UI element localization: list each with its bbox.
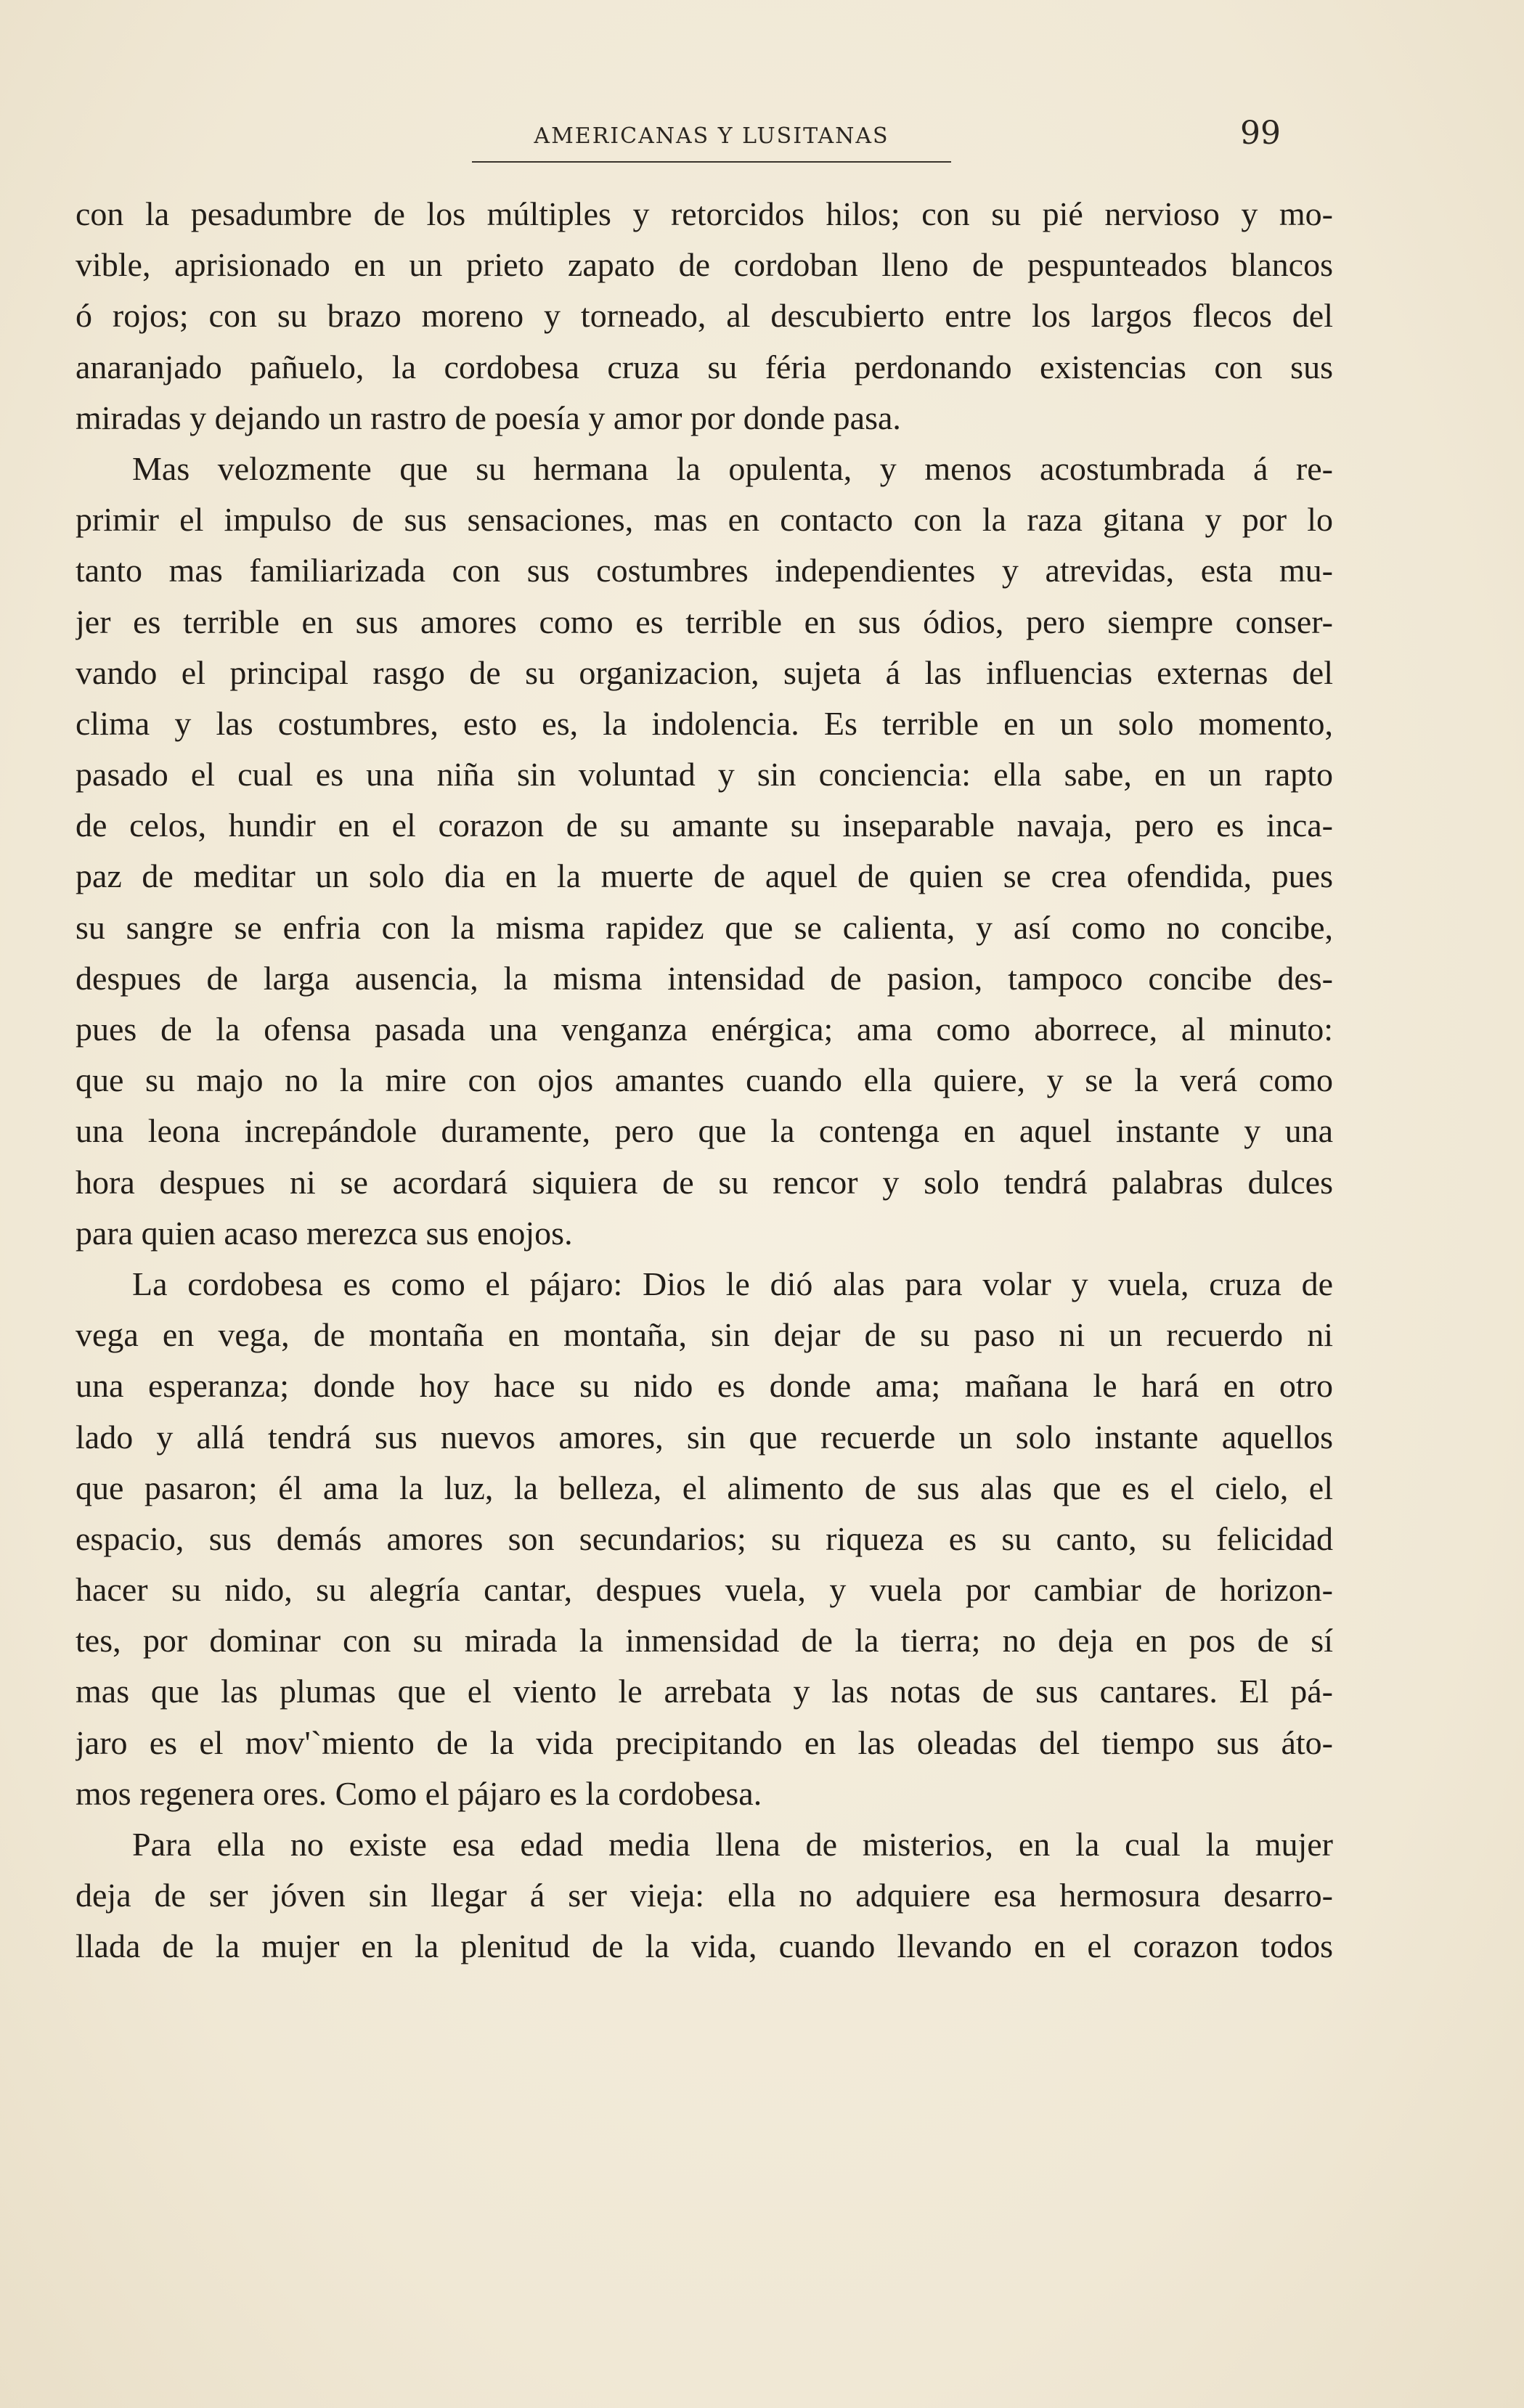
page-number: 99 (1240, 115, 1281, 152)
text-line: pues de la ofensa pasada una venganza enérgica; ama como aborrece, al minuto: (76, 1011, 1333, 1048)
text-line: jer es terrible en sus amores como es terrible en sus ódios, pero siempre conser- (76, 603, 1333, 640)
text-line: paz de meditar un solo dia en la muerte de aquel de quien se crea ofendida, pues (76, 857, 1333, 895)
text-line: ó rojos; con su brazo moreno y torneado, al descubierto entre los largos flecos del (76, 297, 1333, 335)
text-line: una leona increpándole duramente, pero que la contenga en aquel instante y una (76, 1112, 1333, 1150)
paragraph-start-line: Mas velozmente que su hermana la opulenta, y menos acostumbrada á re- (132, 449, 1333, 487)
paragraph-start-line: Para ella no existe esa edad media llena de misterios, en la cual la mujer (132, 1826, 1333, 1863)
text-line: de celos, hundir en el corazon de su amante su inseparable navaja, pero es inca- (76, 807, 1333, 844)
text-line: vible, aprisionado en un prieto zapato de cordoban lleno de pespunteados blancos (76, 246, 1333, 284)
text-line: pasado el cual es una niña sin voluntad y sin conciencia: ella sabe, en un rapto (76, 756, 1333, 793)
text-line: mos regenera ores. Como el pájaro es la cordobesa. (76, 1774, 762, 1812)
text-line: con la pesadumbre de los múltiples y retorcidos hilos; con su pié nervioso y mo- (76, 195, 1333, 232)
text-line: vando el principal rasgo de su organizacion, sujeta á las influencias externas del (76, 653, 1333, 691)
paragraph-start-line: La cordobesa es como el pájaro: Dios le dió alas para volar y vuela, cruza de (132, 1265, 1333, 1302)
text-line: una esperanza; donde hoy hace su nido es donde ama; mañana le hará en otro (76, 1367, 1333, 1405)
text-line: anaranjado pañuelo, la cordobesa cruza su féria perdonando existencias con sus (76, 348, 1333, 385)
text-line: hacer su nido, su alegría cantar, despues vuela, y vuela por cambiar de horizon- (76, 1571, 1333, 1609)
text-line: vega en vega, de montaña en montaña, sin dejar de su paso ni un recuerdo ni (76, 1316, 1333, 1354)
body-text (76, 189, 1333, 1972)
header-rule (472, 161, 951, 163)
text-line: clima y las costumbres, esto es, la indolencia. Es terrible en un solo momento, (76, 704, 1333, 742)
text-line: tes, por dominar con su mirada la inmensidad de la tierra; no deja en pos de sí (76, 1622, 1333, 1660)
running-head: AMERICANAS Y LUSITANAS (534, 123, 889, 149)
text-line: primir el impulso de sus sensaciones, mas en contacto con la raza gitana y por lo (76, 501, 1333, 539)
text-line: miradas y dejando un rastro de poesía y amor por donde pasa. (76, 399, 901, 436)
text-line: tanto mas familiarizada con sus costumbres independientes y atrevidas, esta mu- (76, 552, 1333, 589)
text-line: hora despues ni se acordará siquiera de su rencor y solo tendrá palabras dulces (76, 1163, 1333, 1201)
text-line: espacio, sus demás amores son secundarios; su riqueza es su canto, su felicidad (76, 1519, 1333, 1557)
text-line: deja de ser jóven sin llegar á ser vieja: ella no adquiere esa hermosura desarro- (76, 1877, 1333, 1914)
text-line: que pasaron; él ama la luz, la belleza, el alimento de sus alas que es el cielo, el (76, 1469, 1333, 1506)
text-line: llada de la mujer en la plenitud de la vida, cuando llevando en el corazon todos (76, 1927, 1333, 1965)
text-line: para quien acaso merezca sus enojos. (76, 1214, 573, 1252)
page-header (472, 123, 951, 167)
text-line: mas que las plumas que el viento le arrebata y las notas de sus cantares. El pá- (76, 1673, 1333, 1710)
text-line: su sangre se enfria con la misma rapidez que se calienta, y así como no concibe, (76, 908, 1333, 946)
text-line: lado y allá tendrá sus nuevos amores, sin que recuerde un solo instante aquellos (76, 1418, 1333, 1456)
text-line: que su majo no la mire con ojos amantes cuando ella quiere, y se la verá como (76, 1061, 1333, 1099)
text-line: despues de larga ausencia, la misma intensidad de pasion, tampoco concibe des- (76, 959, 1333, 997)
text-line: jaro es el mov'`miento de la vida precipitando en las oleadas del tiempo sus áto- (76, 1723, 1333, 1761)
